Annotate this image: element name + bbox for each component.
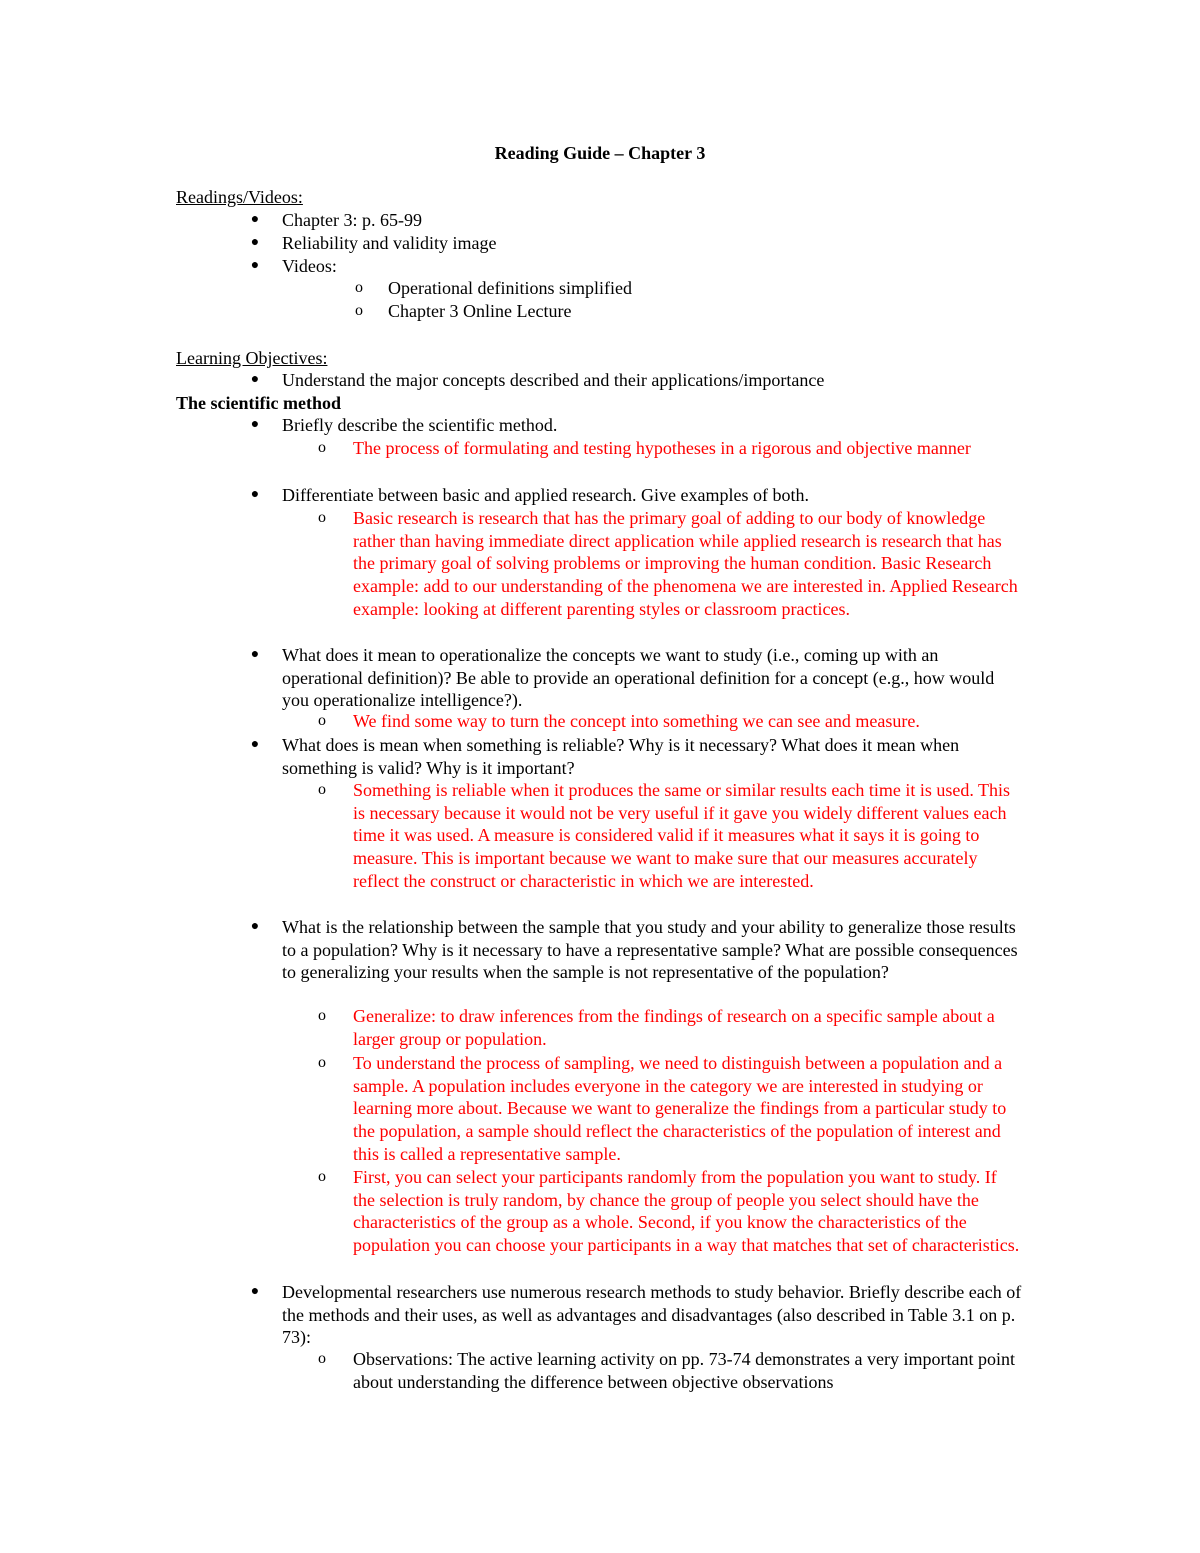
question-1: Briefly describe the scientific method.	[282, 415, 558, 435]
answer-5c: First, you can select your participants randomly from the population you want to study. If the selection is truly random, by chance the group of people you select should have the characteristics of the group as a whole. Second, if you know the characteristics of the population you can choose your participants in a way that matches that set of characteristics.	[353, 1167, 1020, 1256]
question-5: What is the relationship between the sample that you study and your ability to generalize those results to a population? Why is it necessary to have a representative sample? What are possible consequences to generalizing your results when the sample is not representative of the population?	[282, 917, 1018, 983]
answer-6a: Observations: The active learning activity on pp. 73-74 demonstrates a very important point about understanding the difference between objective observations	[353, 1349, 1016, 1392]
subbullet-icon: o	[318, 439, 326, 456]
objectives-heading: Learning Objectives:	[176, 348, 328, 368]
bullet-icon: ●	[250, 417, 260, 432]
video-item: Operational definitions simplified	[388, 278, 632, 298]
document-title: Reading Guide – Chapter 3	[494, 143, 706, 163]
bullet-icon: ●	[250, 1284, 260, 1299]
subbullet-icon: o	[355, 302, 363, 319]
reading-item: Reliability and validity image	[282, 233, 497, 253]
bullet-icon: ●	[250, 235, 260, 250]
question-3: What does it mean to operationalize the concepts we want to study (i.e., coming up with an operational definition)? Be able to provide an operational definition for a concept (e.g., how would you operationalize intelligence?).	[282, 645, 995, 711]
subbullet-icon: o	[318, 1168, 326, 1185]
subbullet-icon: o	[318, 1350, 326, 1367]
bullet-icon: ●	[250, 647, 260, 662]
answer-4: Something is reliable when it produces the same or similar results each time it is used. This is necessary because it would not be very useful if it gave you widely different values each time it was used. A measure is considered valid if it measures what it says it is going to measure. This is important because we want to make sure that our measures accurately reflect the construct or characteristic in which we are interested.	[353, 780, 1011, 891]
readings-heading: Readings/Videos:	[176, 187, 303, 207]
bullet-icon: ●	[250, 487, 260, 502]
answer-2: Basic research is research that has the primary goal of adding to our body of knowledge rather than having immediate direct application while applied research is research that has the primary goal of solving problems or improving the human condition. Basic Research example: add to our understanding of the phenomena we are interested in. Applied Research example: looking at different parenting styles or classroom practices.	[353, 508, 1018, 619]
question-4: What does is mean when something is reliable? Why is it necessary? What does it mean when something is valid? Why is it important?	[282, 735, 960, 778]
answer-3: We find some way to turn the concept into something we can see and measure.	[353, 711, 920, 731]
section-heading: The scientific method	[176, 393, 341, 413]
bullet-icon: ●	[250, 737, 260, 752]
subbullet-icon: o	[318, 1054, 326, 1071]
answer-1: The process of formulating and testing hypotheses in a rigorous and objective manner	[353, 438, 971, 458]
objective-item: Understand the major concepts described and their applications/importance	[282, 370, 825, 390]
subbullet-icon: o	[318, 781, 326, 798]
reading-item: Chapter 3: p. 65-99	[282, 210, 422, 230]
subbullet-icon: o	[318, 509, 326, 526]
bullet-icon: ●	[250, 919, 260, 934]
bullet-icon: ●	[250, 212, 260, 227]
subbullet-icon: o	[318, 712, 326, 729]
bullet-icon: ●	[250, 258, 260, 273]
subbullet-icon: o	[355, 279, 363, 296]
reading-item: Videos:	[282, 256, 337, 276]
answer-5b: To understand the process of sampling, we need to distinguish between a population and a sample. A population includes everyone in the category we are interested in studying or learning more about. Because we want to generalize the findings from a particular study to the population, a sample should reflect the characteristics of the population of interest and this is called a representative sample.	[353, 1053, 1007, 1164]
video-item: Chapter 3 Online Lecture	[388, 301, 572, 321]
answer-5a: Generalize: to draw inferences from the findings of research on a specific sample about a larger group or population.	[353, 1006, 995, 1049]
subbullet-icon: o	[318, 1007, 326, 1024]
question-2: Differentiate between basic and applied research. Give examples of both.	[282, 485, 809, 505]
bullet-icon: ●	[250, 372, 260, 387]
question-6: Developmental researchers use numerous research methods to study behavior. Briefly describe each of the methods and their uses, as well as advantages and disadvantages (also described in Table 3.1 on p. 73):	[282, 1282, 1022, 1348]
